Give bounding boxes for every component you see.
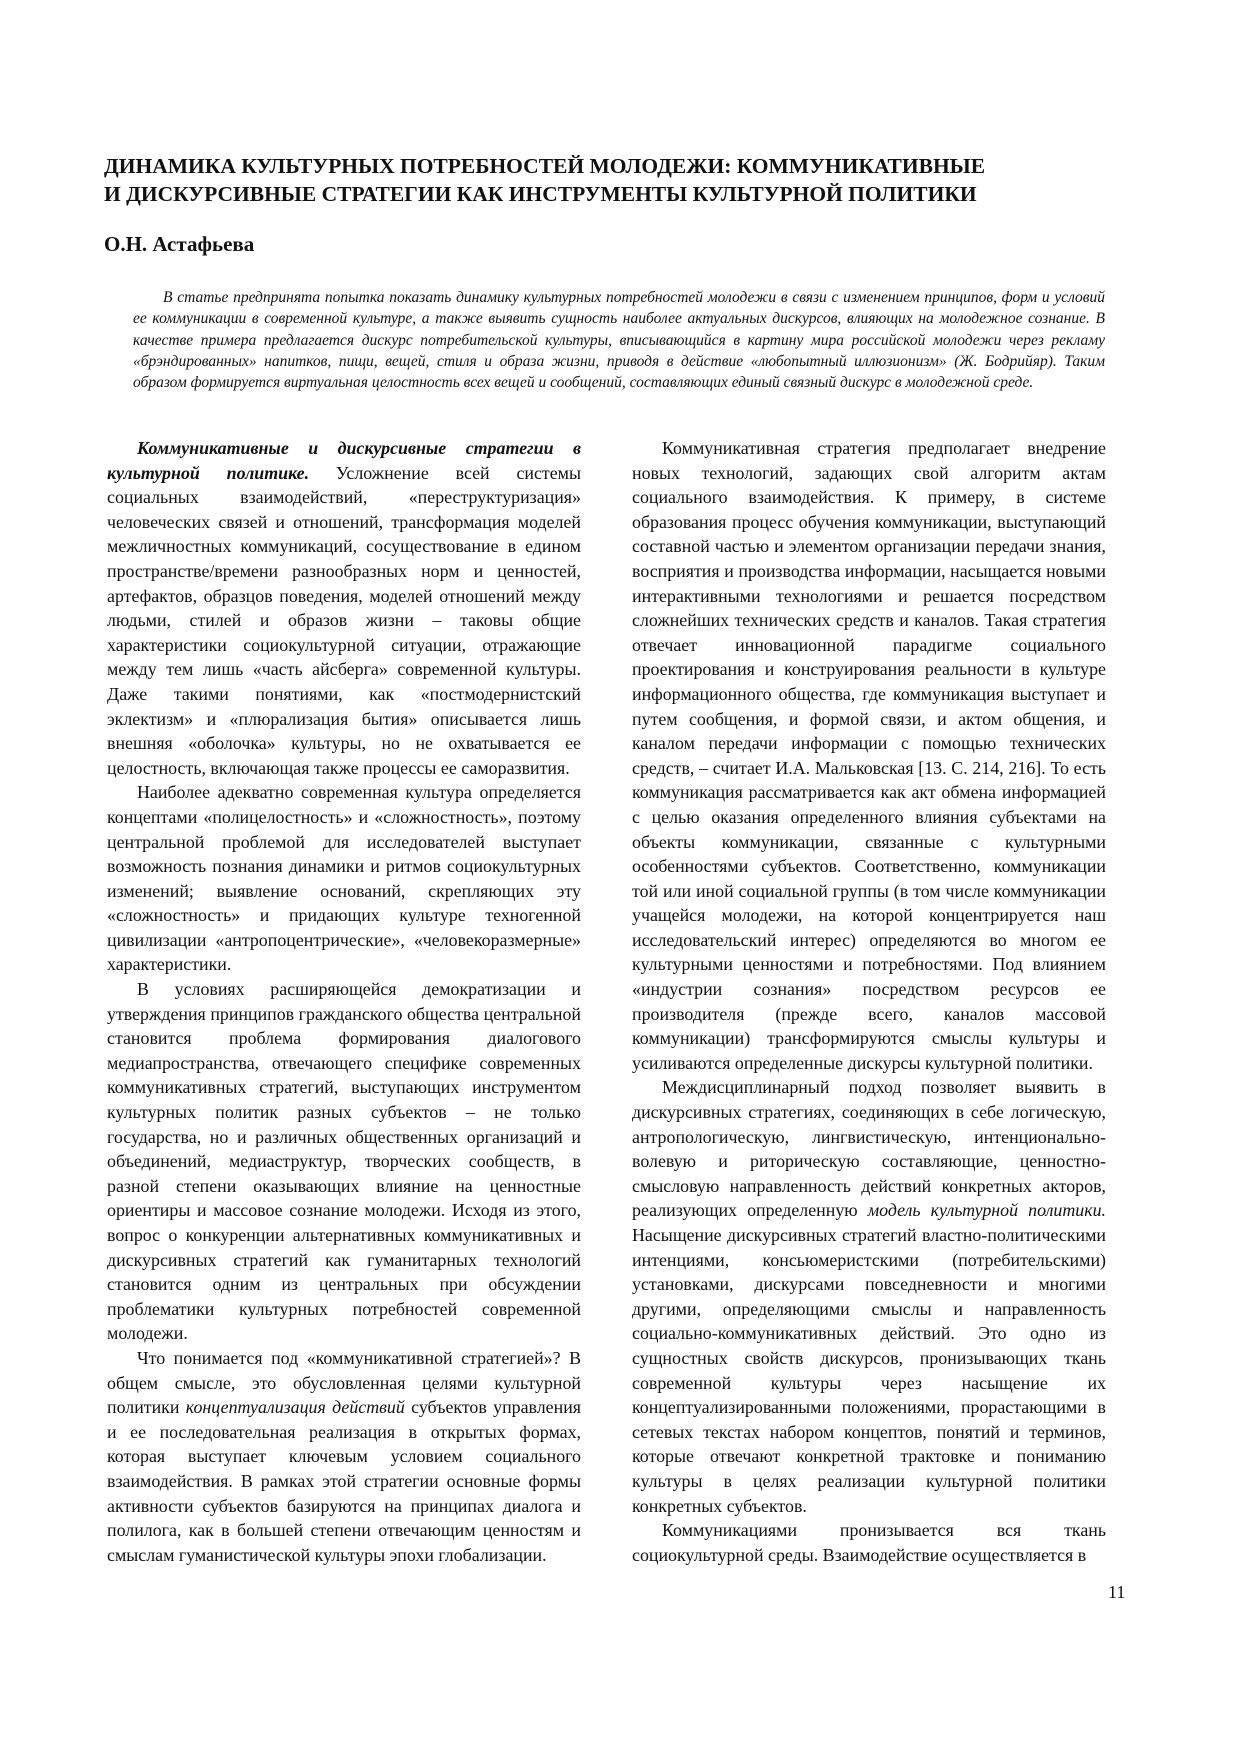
page-number: 11 [1108,1582,1126,1602]
right-column [632,436,1106,1567]
italic-term: концептуализация действий [185,1397,405,1418]
article-title [104,152,1144,208]
section-heading: Коммуникативные и дискурсивные стратегии в культурной политике. [107,438,581,483]
paragraph: В условиях расширяющейся демократизации и утверждения принципов гражданского общества центральной становится проблема формирования диалогового медиапространства, отвечающего специфике современных коммуникативных стратегий, выступающих инструментом культурных политик разных субъектов – не только государства, но и различных общественных организаций и объединений, медиаструктур, творческих сообществ, в разной степени оказывающих влияние на ценностные ориентиры и массовое сознание молодежи. Исходя из этого, вопрос о конкуренции альтернативных коммуникативных и дискурсивных стратегий как гуманитарных технологий становится одним из центральных при обсуждении проблематики культурных потребностей современной молодежи. [107,979,581,1344]
paragraph: Коммуникациями пронизывается вся ткань социокультурной среды. Взаимодействие осуществляется в [632,1520,1106,1565]
paragraph: Наиболее адекватно современная культура определяется концептами «полицелостность» и «сложностность», поэтому центральной проблемой для исследователей выступает возможность познания динамики и ритмов социокультурных изменений; выявление оснований, скрепляющих эту «сложностность» и придающих культуре техногенной цивилизации «антропоцентрические», «человекоразмерные» характеристики. [107,782,581,975]
author-name: О.Н. Астафьева [104,232,255,256]
title-line-1: ДИНАМИКА КУЛЬТУРНЫХ ПОТРЕБНОСТЕЙ МОЛОДЕЖИ: КОММУНИКАТИВНЫЕ [104,154,986,178]
paragraph-text: Междисциплинарный подход позволяет выявить в дискурсивных стратегиях, соединяющих в себе логическую, антропологическую, лингвистическую, интенционально-волевую и риторическую составляющие, ценностно-смысловую направленность действий конкретных акторов, реализующих определенную [632,1077,1106,1221]
left-column [107,436,581,1567]
paragraph-text: субъектов управления и ее последовательная реализация в открытых формах, которая выступает ключевым условием социального взаимодействия. В рамках этой стратегии основные формы активности субъектов базируются на принципах диалога и полилога, как в большей степени отвечающим ценностям и смыслам гуманистической культуры эпохи глобализации. [107,1397,581,1565]
paragraph [632,1075,1106,1518]
paragraph-text: Насыщение дискурсивных стратегий властно-политическими интенциями, консьюмеристскими (потребительскими) установками, дискурсами повседневности и многими другими, определяющими смыслы и направленность социально-коммуникативных действий. Это одно из сущностных свойств дискурсов, пронизывающих ткань современной культуры через насыщение их концептуализированными положениями, прорастающими в сетевых текстах набором концептов, понятий и терминов, которые отвечают конкретной трактовке и пониманию культуры в целях реализации культурной политики конкретных субъектов. [632,1225,1106,1516]
italic-term: модель культурной политики. [867,1200,1106,1221]
paragraph-text: Усложнение всей системы социальных взаимодействий, «переструктуризация» человеческих связей и отношений, трансформация моделей межличностных коммуникаций, сосуществование в едином пространстве/времени разнообразных норм и ценностей, артефактов, образцов поведения, моделей отношений между людьми, стилей и образов жизни – таковы общие характеристики социокультурной ситуации, отражающие между тем лишь «часть айсберга» современной культуры. Даже такими понятиями, как «постмодернистский эклектизм» и «плюрализация бытия» описывается лишь внешняя «оболочка» культуры, но не охватывается ее целостность, включающая также процессы ее саморазвития. [107,462,582,778]
paragraph [107,1346,581,1567]
title-line-2: И ДИСКУРСИВНЫЕ СТРАТЕГИИ КАК ИНСТРУМЕНТЫ КУЛЬТУРНОЙ ПОЛИТИКИ [104,182,977,206]
paragraph-text: Что понимается под «коммуникативной стратегией»? В общем смысле, это обусловленная целями культурной политики [107,1347,581,1418]
paragraph: Коммуникативная стратегия предполагает внедрение новых технологий, задающих свой алгоритм актам социального взаимодействия. К примеру, в системе образования процесс обучения коммуникации, выступающий составной частью и элементом организации передачи знания, восприятия и производства информации, насыщается новыми интерактивными технологиями и решается посредством сложнейших технических средств и каналов. Такая стратегия отвечает инновационной парадигме социального проектирования и конструирования реальности в культуре информационного общества, где коммуникация выступает и путем сообщения, и формой связи, и актом общения, и каналом передачи информации с помощью технических средств, – считает И.А. Мальковская [13. С. 214, 216]. То есть коммуникация рассматривается как акт обмена информацией с целью оказания определенного влияния субъектами на объекты коммуникации, связанные с культурными особенностями субъектов. Соответственно, коммуникации той или иной социальной группы (в том числе коммуникации учащейся молодежи, на которой концентрируется наш исследовательский интерес) определяются во многом ее культурными ценностями и потребностями. Под влиянием «индустрии сознания» посредством ресурсов ее производителя (прежде всего, каналов массовой коммуникации) трансформируются смыслы культуры и усиливаются определенные дискурсы культурной политики. [632,438,1106,1073]
abstract: В статье предпринята попытка показать динамику культурных потребностей молодежи в связи с изменением принципов, форм и условий ее коммуникации в современной культуре, а также выявить сущность наиболее актуальных дискурсов, влияющих на молодежное сознание. В качестве примера предлагается дискурс потребительской культуры, вписывающийся в картину мира российской молодежи через рекламу «брэндированных» напитков, пищи, вещей, стиля и образа жизни, приводя в действие «любопытный иллюзионизм» (Ж. Бодрийяр). Таким образом формируется виртуальная целостность всех вещей и сообщений, составляющих единый связный дискурс в молодежной среде. [133,289,1105,392]
paragraph [107,436,581,780]
